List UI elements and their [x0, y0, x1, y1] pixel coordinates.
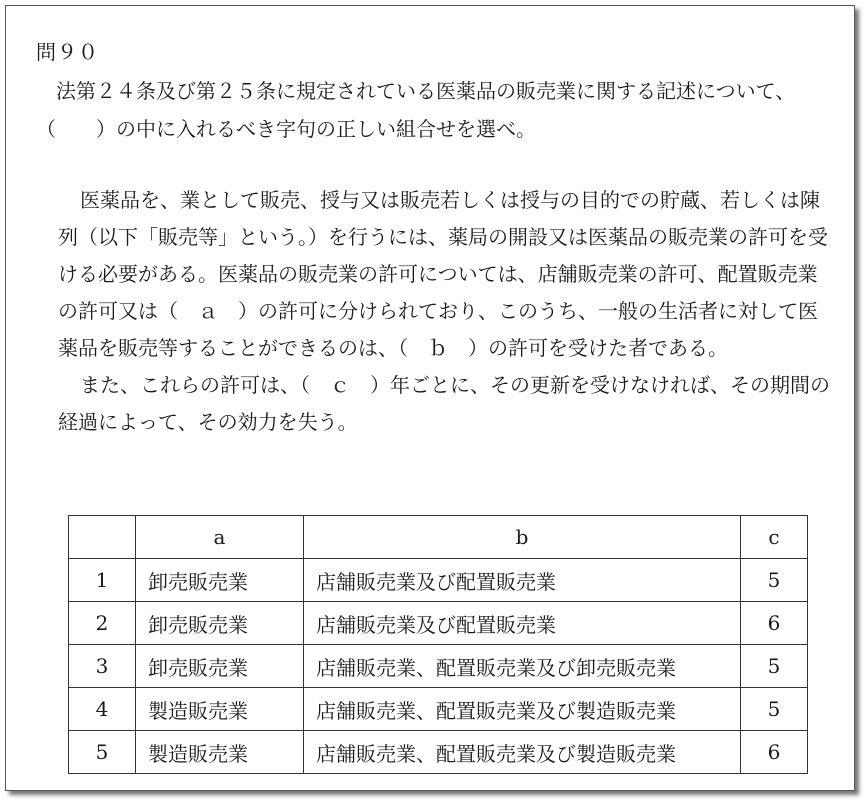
row-number: 3 [69, 645, 136, 688]
row-number: 5 [69, 731, 136, 774]
cell-b: 店舗販売業及び配置販売業 [304, 559, 741, 602]
table-row [69, 559, 808, 602]
table-row [69, 688, 808, 731]
question-number: 問９０ [36, 40, 99, 64]
cell-b: 店舗販売業、配置販売業及び製造販売業 [304, 731, 741, 774]
header-cell-a: a [136, 516, 304, 559]
passage-paragraph-1: 医薬品を、業として販売、授与又は販売若しくは授与の目的での貯蔵、若しくは陳列（以下「販売等」という。）を行うには、薬局の開設又は医薬品の販売業の許可を受ける必要がある。医薬品の販売業の許可については、店舗販売業の許可、配置販売業の許可又は（ ａ ）の許可に分けられており、このうち、一般の生活者に対して医薬品を販売等することができるのは、（ ｂ ）の許可を受けた者である。 [58, 188, 828, 360]
passage-paragraph-2: また、これらの許可は、（ ｃ ）年ごとに、その更新を受けなければ、その期間の経過によって、その効力を失う。 [58, 373, 830, 434]
answer-table [68, 515, 808, 774]
table-row [69, 645, 808, 688]
cell-c: 5 [741, 688, 808, 731]
row-number: 4 [69, 688, 136, 731]
table-row [69, 602, 808, 645]
cell-c: 5 [741, 559, 808, 602]
header-cell-b: b [304, 516, 741, 559]
cell-a: 卸売販売業 [136, 602, 304, 645]
header-cell-number [69, 516, 136, 559]
cell-a: 製造販売業 [136, 688, 304, 731]
cell-c: 5 [741, 645, 808, 688]
cell-c: 6 [741, 731, 808, 774]
cell-b: 店舗販売業、配置販売業及び製造販売業 [304, 688, 741, 731]
cell-b: 店舗販売業、配置販売業及び卸売販売業 [304, 645, 741, 688]
cell-a: 卸売販売業 [136, 559, 304, 602]
question-intro: 法第２４条及び第２５条に規定されている医薬品の販売業に関する記述について、（ ）の中に入れるべき字句の正しい組合せを選べ。 [36, 79, 796, 141]
table-row [69, 731, 808, 774]
question-passage [58, 182, 836, 441]
cell-b: 店舗販売業及び配置販売業 [304, 602, 741, 645]
row-number: 1 [69, 559, 136, 602]
cell-a: 製造販売業 [136, 731, 304, 774]
header-cell-c: c [741, 516, 808, 559]
table-header-row [69, 516, 808, 559]
cell-c: 6 [741, 602, 808, 645]
cell-a: 卸売販売業 [136, 645, 304, 688]
row-number: 2 [69, 602, 136, 645]
